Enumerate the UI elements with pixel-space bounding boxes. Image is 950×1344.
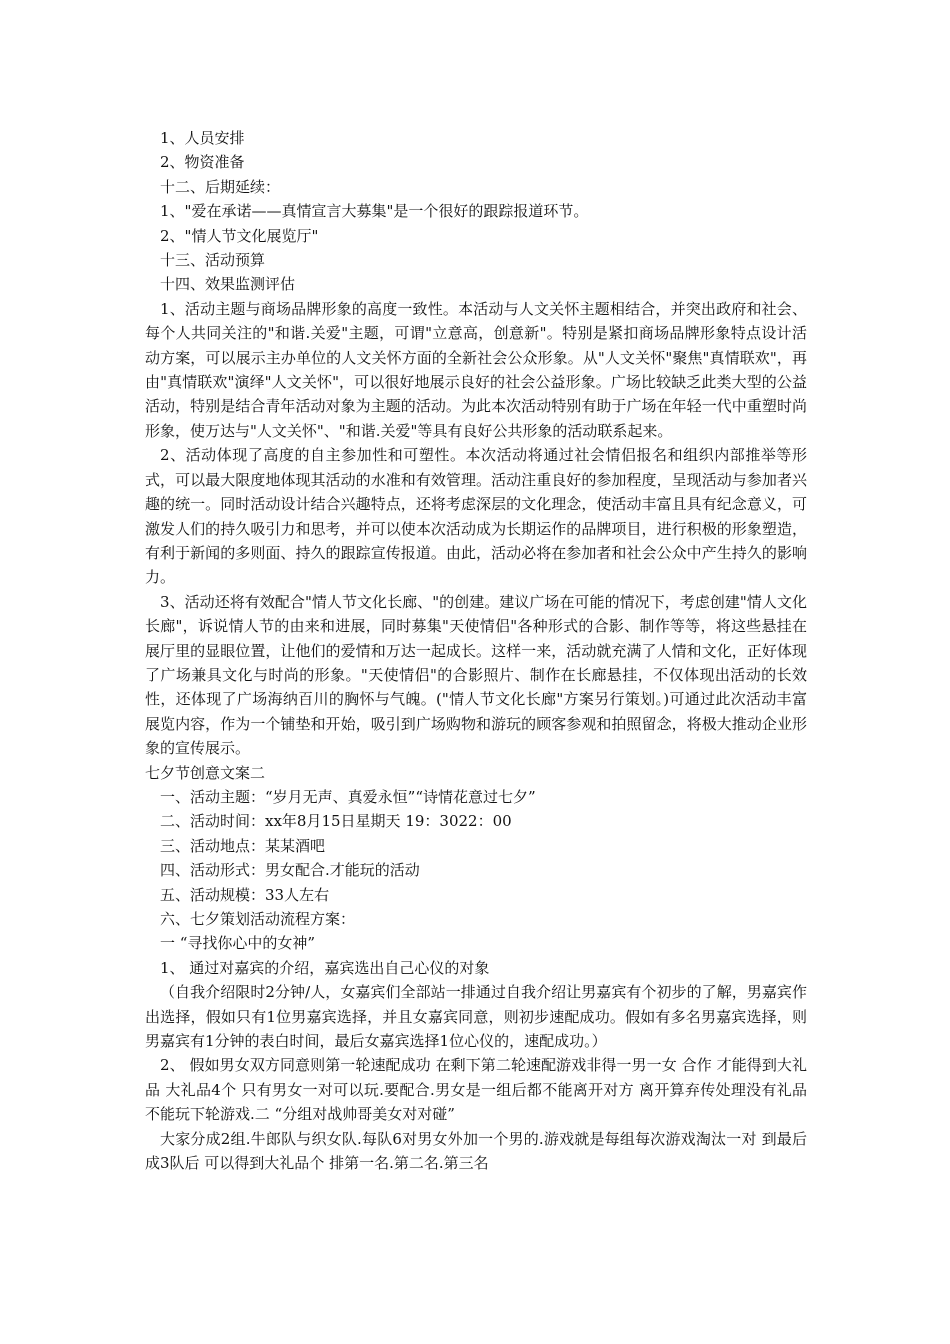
text-line: 2、"情人节文化展览厅" — [160, 226, 319, 245]
text-line: 十二、后期延续： — [160, 177, 281, 196]
paragraph: （自我介绍限时2分钟/人，女嘉宾们全部站一排通过自我介绍让男嘉宾有个初步的了解，男嘉宾作出选择，假如只有1位男嘉宾选择，并且女嘉宾同意，则初步速配成功。假如有多名男嘉宾选择，则男嘉宾有1分钟的表白时间，最后女嘉宾选择1位心仪的，速配成功。） — [145, 983, 807, 1051]
section-title: 七夕节创意文案二 — [145, 763, 266, 782]
paragraph: 1、活动主题与商场品牌形象的高度一致性。本活动与人文关怀主题相结合，并突出政府和社会、每个人共同关注的"和谐.关爱"主题，可谓"立意高，创意新"。特别是紧扣商场品牌形象特点设计活动方案，可以展示主办单位的人文关怀方面的全新社会公众形象。从"人文关怀"聚焦"真情联欢"，再由"真情联欢"演绎"人文关怀"，可以很好地展示良好的社会公益形象。广场比较缺乏此类大型的公益活动，特别是结合青年活动对象为主题的活动。为此本次活动特别有助于广场在年轻一代中重塑时尚形象，使万达与"人文关怀"、"和谐.关爱"等具有良好公共形象的活动联系起来。 — [145, 299, 807, 440]
text-line: 2、物资准备 — [160, 153, 245, 172]
text-line: 三、活动地点：某某酒吧 — [160, 836, 326, 855]
text-line: 五、活动规模：33人左右 — [160, 885, 330, 904]
text-line: 1、 通过对嘉宾的介绍，嘉宾选出自己心仪的对象 — [160, 958, 490, 977]
text-line: 一、活动主题：“岁月无声、真爱永恒”“诗情花意过七夕” — [160, 787, 536, 806]
text-line: 十四、效果监测评估 — [160, 275, 296, 294]
paragraph: 3、活动还将有效配合"情人节文化长廊、"的创建。建议广场在可能的情况下，考虑创建"情人文化长廊"，诉说情人节的由来和进展，同时募集"天使情侣"各种形式的合影、制作等等，将这些悬挂在展厅里的显眼位置，让他们的爱情和万达一起成长。这样一来，活动就充满了人情和文化，正好体现了广场兼具文化与时尚的形象。"天使情侣"的合影照片、制作在长廊悬挂，不仅体现出活动的长效性，还体现了广场海纳百川的胸怀与气魄。("情人节文化长廊"方案另行策划。)可通过此次活动丰富展览内容，作为一个铺垫和开始，吸引到广场购物和游玩的顾客参观和拍照留念，将极大推动企业形象的宣传展示。 — [145, 592, 807, 758]
document-page — [145, 126, 807, 1175]
paragraph: 2、活动体现了高度的自主参加性和可塑性。本次活动将通过社会情侣报名和组织内部推举等形式，可以最大限度地体现其活动的水准和有效管理。活动注重良好的参加程度，呈现活动与参加者兴趣的统一。同时活动设计结合兴趣特点，还将考虑深层的文化理念，使活动丰富且具有纪念意义，可激发人们的持久吸引力和思考，并可以使本次活动成为长期运作的品牌项目，进行积极的形象塑造，有利于新闻的多则面、持久的跟踪宣传报道。由此，活动必将在参加者和社会公众中产生持久的影响力。 — [145, 446, 807, 587]
text-line: 1、人员安排 — [160, 129, 245, 147]
paragraph: 2、 假如男女双方同意则第一轮速配成功 在剩下第二轮速配游戏非得一男一女 合作 才能得到大礼品 大礼品4个 只有男女一对可以玩.要配合.男女是一组后都不能离开对方 离开算弃传处理没有礼品 不能玩下轮游戏.二 “分组对战帅哥美女对对碰” — [145, 1056, 807, 1124]
text-line: 十三、活动预算 — [160, 251, 266, 270]
paragraph: 大家分成2组.牛郎队与织女队.每队6对男女外加一个男的.游戏就是每组每次游戏淘汰一对 到最后成3队后 可以得到大礼品个 排第一名.第二名.第三名 — [145, 1129, 807, 1173]
text-line: 一 “寻找你心中的女神” — [160, 934, 316, 953]
text-line: 四、活动形式：男女配合.才能玩的活动 — [160, 861, 420, 880]
text-line: 六、七夕策划活动流程方案： — [160, 910, 356, 928]
text-line: 二、活动时间：xx年8月15日星期天 19：3022：00 — [160, 812, 512, 831]
text-line: 1、"爱在承诺——真情宣言大募集"是一个很好的跟踪报道环节。 — [160, 202, 589, 221]
